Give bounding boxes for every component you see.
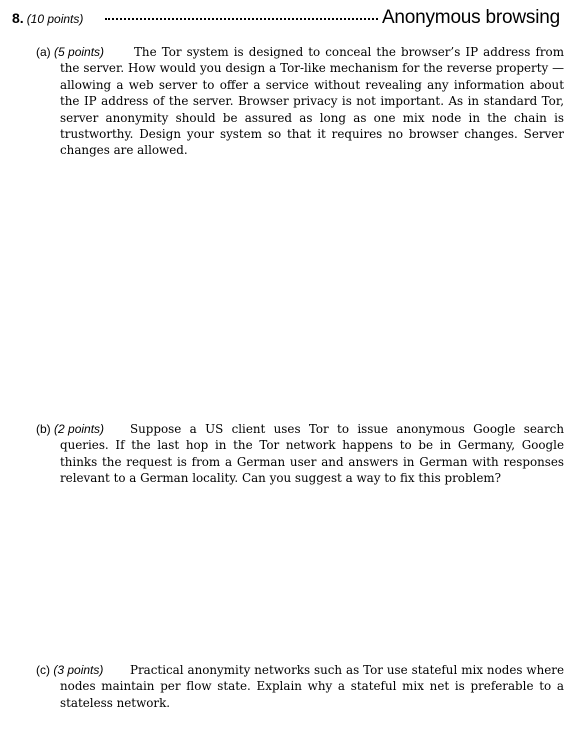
part-b-text: Suppose a US client uses Tor to issue anonymous Google search queries. If the last hop in the Tor network happens to be in Germany, Google thinks the request is from a German user and answers in German with responses relevant to a German locality. Can you suggest a way to fix this problem? xyxy=(60,422,564,486)
part-c-points: (3 points) xyxy=(53,663,104,677)
part-b-points: (2 points) xyxy=(54,422,105,436)
part-a-points: (5 points) xyxy=(54,45,105,59)
part-a-letter: (a) xyxy=(36,45,51,59)
part-c-letter: (c) xyxy=(36,663,50,677)
question-number: 8. xyxy=(12,10,24,26)
question-points: (10 points) xyxy=(26,12,84,26)
question-header xyxy=(12,7,560,33)
part-a-text: The Tor system is designed to conceal the browser’s IP address from the server. How would you design a Tor-like mechanism for the reverse property — allowing a web server to offer a service without revealing any information about the IP address of the server. Browser privacy is not important. As in standard Tor, server anonymity should be assured as long as one mix node in the chain is trustworthy. Design your system so that it requires no browser changes. Server changes are allowed. xyxy=(60,45,564,158)
part-c-label xyxy=(36,662,103,678)
part-a-label xyxy=(36,44,104,60)
question-part-a xyxy=(38,44,564,159)
part-b-letter: (b) xyxy=(36,422,51,436)
question-part-b xyxy=(38,421,564,487)
part-b-label xyxy=(36,421,104,437)
part-c-text: Practical anonymity networks such as Tor use stateful mix nodes where nodes maintain per flow state. Explain why a stateful mix net is preferable to a stateless network. xyxy=(60,663,564,710)
question-title: Anonymous browsing xyxy=(381,7,560,28)
question-part-c xyxy=(38,662,564,711)
dotted-leader xyxy=(105,18,378,20)
